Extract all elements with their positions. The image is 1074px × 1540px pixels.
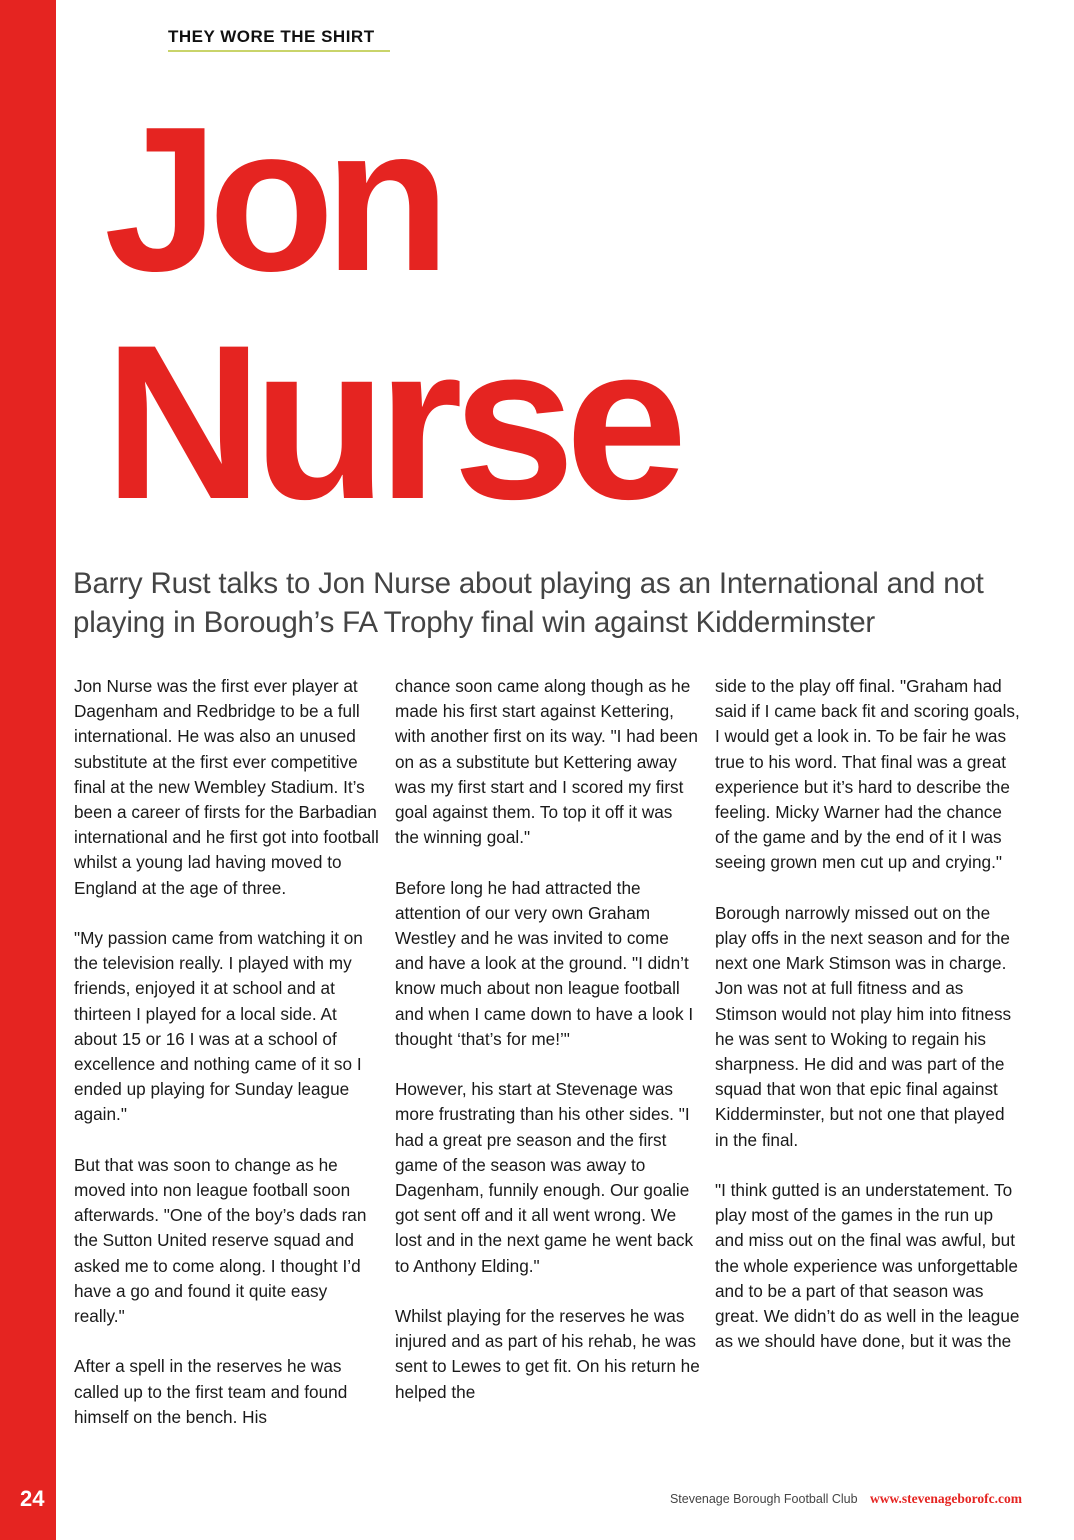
paragraph: side to the play off final. "Graham had said if I came back fit and scoring goals, I would get a look in. To be fair he was true to his word. That final was a great experience but it’s hard to describe the feeling. Micky Warner had the chance of the game and by the end of it I was seeing grown men cut up and crying." (715, 676, 1020, 873)
standfirst: Barry Rust talks to Jon Nurse about playing as an International and not playing in Borough’s FA Trophy final win against Kidderminster (73, 567, 984, 639)
footer-website-link[interactable]: www.stevenageborofc.com (870, 1491, 1022, 1506)
headline-first-name: Jon (104, 84, 441, 314)
paragraph: "My passion came from watching it on the television really. I played with my friends, enjoyed it at school and at thirteen I played for a local side. At about 15 or 16 I was at a school of excellence and nothing came of it so I ended up playing for Sunday league again." (74, 928, 363, 1125)
footer-club-name: Stevenage Borough Football Club (669, 1492, 858, 1506)
paragraph: Jon Nurse was the first ever player at Dagenham and Redbridge to be a full international. He was also an unused substitute at the first ever competitive final at the new Wembley Stadium. It’s been a career of firsts for the Barbadian international and he first got into football whilst a young lad having moved to England at the age of three. (74, 676, 379, 898)
headline-last-name: Nurse (104, 299, 678, 545)
paragraph: But that was soon to change as he moved into non league football soon afterwards. "One of the boy’s dads ran the Sutton United reserve squad and asked me to come along. I thought I’d have a go and found it quite easy really." (74, 1154, 367, 1327)
footer (670, 1490, 1022, 1508)
red-side-bar (0, 0, 56, 1540)
paragraph: After a spell in the reserves he was called up to the first team and found himself on the bench. His (74, 1356, 348, 1427)
paragraph: Before long he had attracted the attention of our very own Graham Westley and he was invited to come and have a look at the ground. "I didn’t know much about non league football and when I came down to have a look I thought ‘that’s for me!’" (395, 877, 694, 1049)
paragraph: However, his start at Stevenage was more frustrating than his other sides. "I had a great pre season and the first game of the season was away to Dagenham, funnily enough. Our goalie got sent off and it all went wrong. We lost and in the next game he went back to Anthony Elding." (395, 1079, 694, 1276)
paragraph: chance soon came along though as he made his first start against Kettering, with another first on its way. "I had been on as a substitute but Kettering away was my first start and I scored my first goal against them. To top it off it was the winning goal." (395, 676, 698, 848)
article-column-3 (715, 674, 1021, 1380)
paragraph: Borough narrowly missed out on the play offs in the next season and for the next one Mark Stimson was in charge. Jon was not at full fitness and as Stimson would not play him into fitness he was sent to Woking to regain his sharpness. He did and was part of the squad that won that epic final against Kidderminster, but not one that played in the final. (715, 902, 1012, 1150)
paragraph: Whilst playing for the reserves he was injured and as part of his rehab, he was sent to Lewes to get fit. On his return he helped the (395, 1306, 700, 1402)
paragraph: "I think gutted is an understatement. To play most of the games in the run up and miss out on the final was awful, but the whole experience was unforgettable and to be a part of that season was great. We didn’t do as well in the league as we should have done, but it was the (715, 1180, 1020, 1352)
article-column-1 (74, 674, 380, 1455)
article-column-2 (395, 674, 701, 1430)
section-label: THEY WORE THE SHIRT (168, 27, 375, 46)
section-rule (168, 50, 390, 52)
page-number: 24 (20, 1486, 45, 1511)
